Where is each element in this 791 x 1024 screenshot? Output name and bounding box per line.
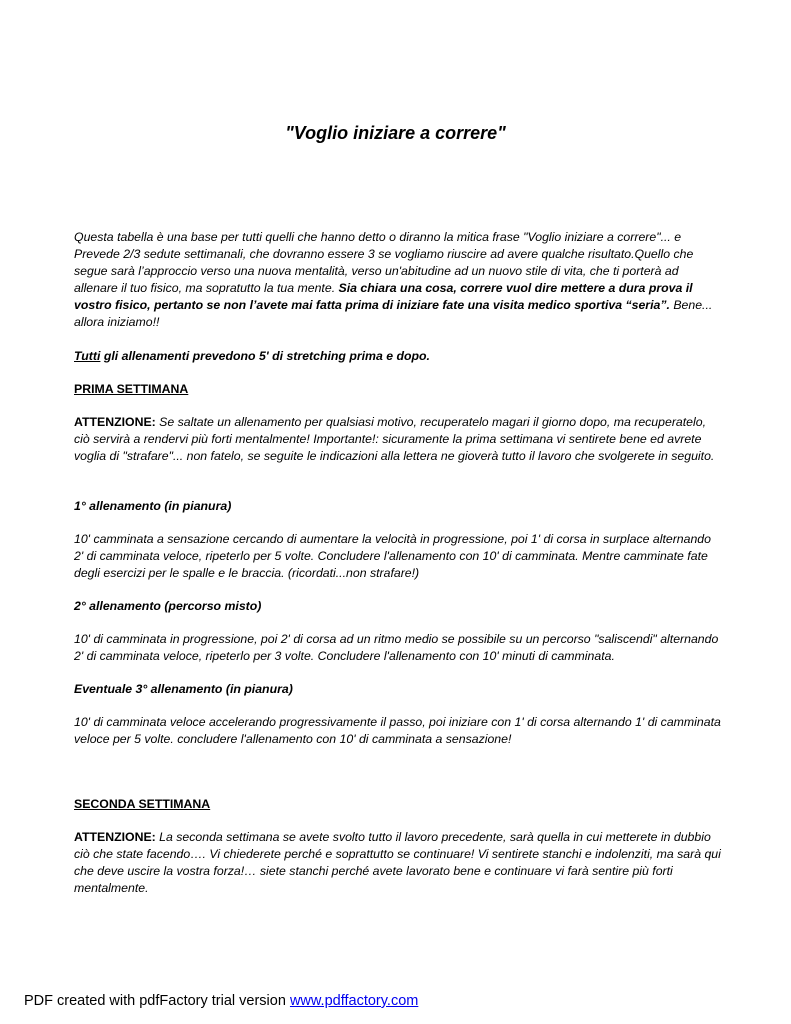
workout2-text: 10' di camminata in progressione, poi 2' di corsa ad un ritmo medio se possibile su un percorso "saliscendi" alternando 2' di camminata veloce, ripeterlo per 3 volte. Concludere l'allenamento con 10' minuti di camminata. (74, 632, 719, 663)
footer-link[interactable]: www.pdffactory.com (289, 993, 419, 1009)
week1-heading: PRIMA SETTIMANA (74, 382, 189, 396)
intro-tail: Bene... allora iniziamo!! (74, 298, 713, 329)
workout2-title: 2° allenamento (percorso misto) (74, 599, 262, 613)
workout3-text: 10' di camminata veloce accelerando progressivamente il passo, poi iniziare con 1' di corsa alternando 1' di camminata veloce per 5 volte. concludere l'allenamento con 10' di camminata a sensazione! (74, 715, 721, 746)
week2-attention (74, 829, 722, 897)
stretching-underlined: Tutti (74, 349, 101, 363)
week1-attention (74, 414, 722, 465)
week1-attention-text: Se saltate un allenamento per qualsiasi motivo, recuperatelo magari il giorno dopo, ma recuperatelo, ciò servirà a rendervi più forti mentalmente! Importante!: sicuramente la prima settimana vi sentirete bene ed avrete voglia di "strafare"... non fatelo, se seguite le indicazioni alla lettera ne gioverà tutto il lavoro che svolgerete in seguito. (74, 415, 715, 463)
intro-text: Questa tabella è una base per tutti quelli che hanno detto o diranno la mitica frase "Voglio iniziare a correre"... e Prevede 2/3 sedute settimanali, che dovranno essere 3 se vogliamo riuscire ad avere qualche risultato.Quello che segue sarà l’approccio verso una nuova mentalità, verso un'abitudine ad un nuovo stile di vita, che ti porterà ad allenare il tuo fisico, ma sopratutto la tua mente. (74, 230, 694, 295)
footer-text: PDF created with pdfFactory trial version (24, 993, 290, 1009)
week2-attention-label: ATTENZIONE: (74, 830, 156, 844)
workout1-title: 1° allenamento (in pianura) (74, 499, 232, 513)
workout1-text: 10' camminata a sensazione cercando di aumentare la velocità in progressione, poi 1' di corsa in surplace alternando 2' di camminata veloce, ripeterlo per 5 volte. Concludere l'allenamento con 10' di camminata. Mentre camminate fate degli esercizi per le spalle e le braccia. (ricordati...non strafare!) (74, 532, 711, 580)
stretching-note (74, 348, 722, 365)
week2-attention-text: La seconda settimana se avete svolto tutto il lavoro precedente, sarà quella in cui metterete in dubbio ciò che state facendo…. Vi chiederete perché e soprattutto se continuare! Vi sentirete stanchi e indolenziti, ma sarà qui che deve uscire la vostra forza!… siete stanchi perché avete lavorato bene e continuare vi farà sentire più forti mentalmente. (74, 830, 721, 895)
week2-heading: SECONDA SETTIMANA (74, 797, 211, 811)
intro-paragraph (74, 229, 722, 331)
page-title: "Voglio iniziare a correre" (285, 123, 506, 143)
intro-warning: Sia chiara una cosa, correre vuol dire mettere a dura prova il vostro fisico, pertanto se non l’avete mai fatta prima di iniziare fate una visita medico sportiva “seria”. (74, 281, 693, 312)
week1-attention-label: ATTENZIONE: (74, 415, 156, 429)
pdf-footer (24, 993, 418, 1009)
workout3-title: Eventuale 3° allenamento (in pianura) (74, 682, 293, 696)
stretching-text: gli allenamenti prevedono 5' di stretching prima e dopo. (100, 349, 430, 363)
